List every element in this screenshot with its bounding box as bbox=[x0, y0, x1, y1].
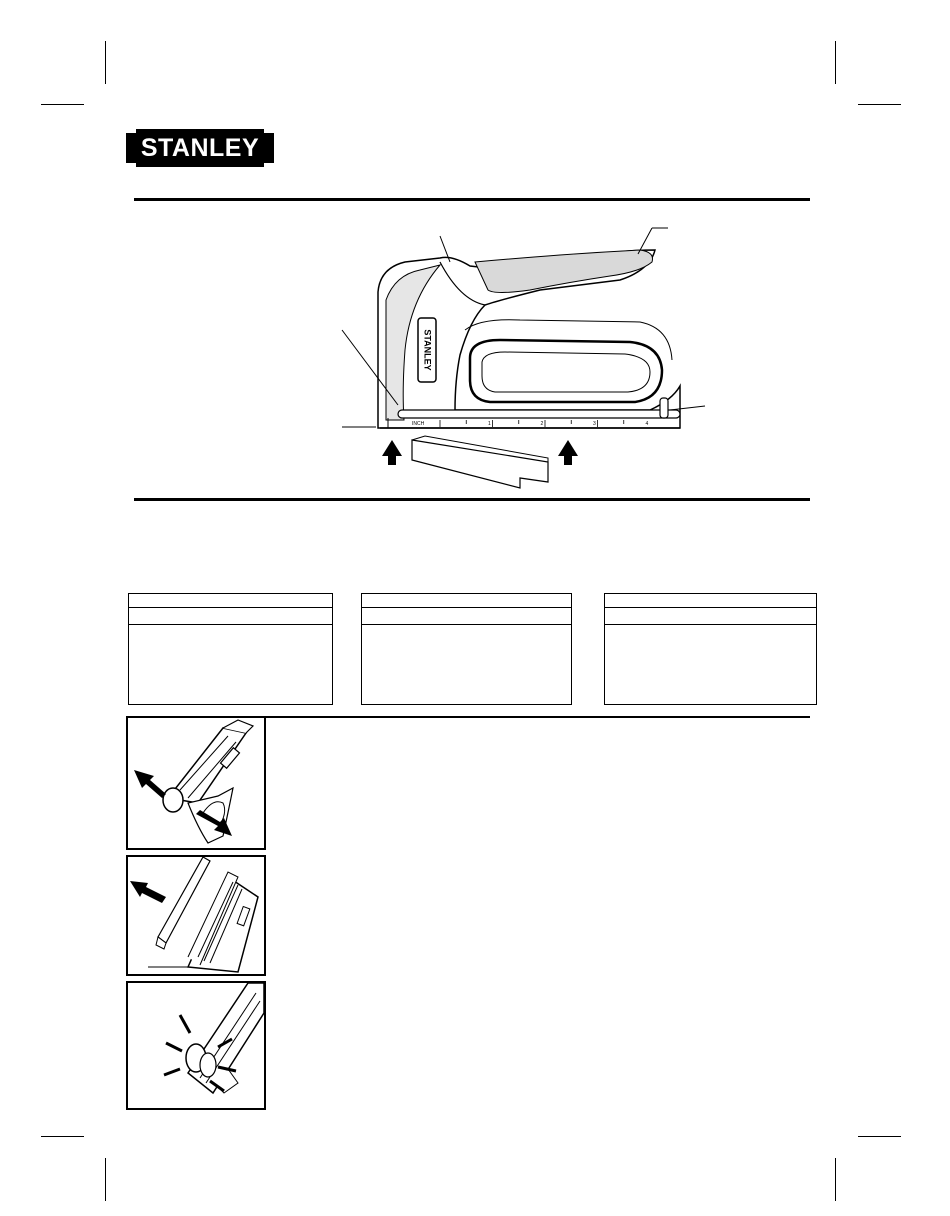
staple-gun-diagram bbox=[330, 215, 710, 495]
spec-table-1 bbox=[128, 593, 333, 705]
figures-divider bbox=[264, 716, 810, 718]
staple-arrow-right bbox=[558, 440, 578, 465]
click-mark-icon bbox=[164, 1069, 180, 1075]
crop-mark-top-left-horizontal bbox=[41, 104, 84, 105]
crop-mark-top-right-horizontal bbox=[858, 104, 901, 105]
figure-release-magazine bbox=[126, 716, 266, 850]
diagram-divider bbox=[134, 498, 810, 501]
magazine-release-button bbox=[660, 398, 668, 418]
grip-window bbox=[470, 340, 662, 402]
crop-mark-top-right-vertical bbox=[835, 41, 836, 84]
crop-mark-top-left-vertical bbox=[105, 41, 106, 84]
arrow-icon bbox=[134, 770, 166, 798]
ruler-unit: INCH bbox=[412, 421, 425, 427]
ruler-number: 1 bbox=[488, 421, 491, 427]
click-mark-icon bbox=[180, 1015, 190, 1033]
magazine-rail bbox=[398, 410, 680, 418]
click-mark-icon bbox=[166, 1043, 182, 1051]
staple-arrow-left bbox=[382, 440, 402, 465]
registered-mark: ® bbox=[266, 157, 272, 164]
figure-load-staples bbox=[126, 855, 266, 976]
spec-table-2 bbox=[361, 593, 572, 705]
crop-mark-bottom-left-horizontal bbox=[41, 1136, 84, 1137]
crop-mark-bottom-left-vertical bbox=[105, 1158, 106, 1201]
figure-close-magazine bbox=[126, 981, 266, 1110]
ruler-number: 3 bbox=[593, 421, 596, 427]
ruler-number: 2 bbox=[540, 421, 544, 427]
side-logo-text: STANLEY bbox=[422, 329, 433, 371]
stanley-logo bbox=[126, 129, 274, 167]
top-divider bbox=[134, 198, 810, 201]
staple-strip bbox=[412, 440, 548, 488]
spec-table-3 bbox=[604, 593, 817, 705]
ruler-number: 4 bbox=[645, 421, 649, 427]
crop-mark-bottom-right-horizontal bbox=[858, 1136, 901, 1137]
crop-mark-bottom-right-vertical bbox=[835, 1158, 836, 1201]
arrow-icon bbox=[130, 881, 166, 903]
logo-text: STANLEY bbox=[140, 134, 260, 162]
